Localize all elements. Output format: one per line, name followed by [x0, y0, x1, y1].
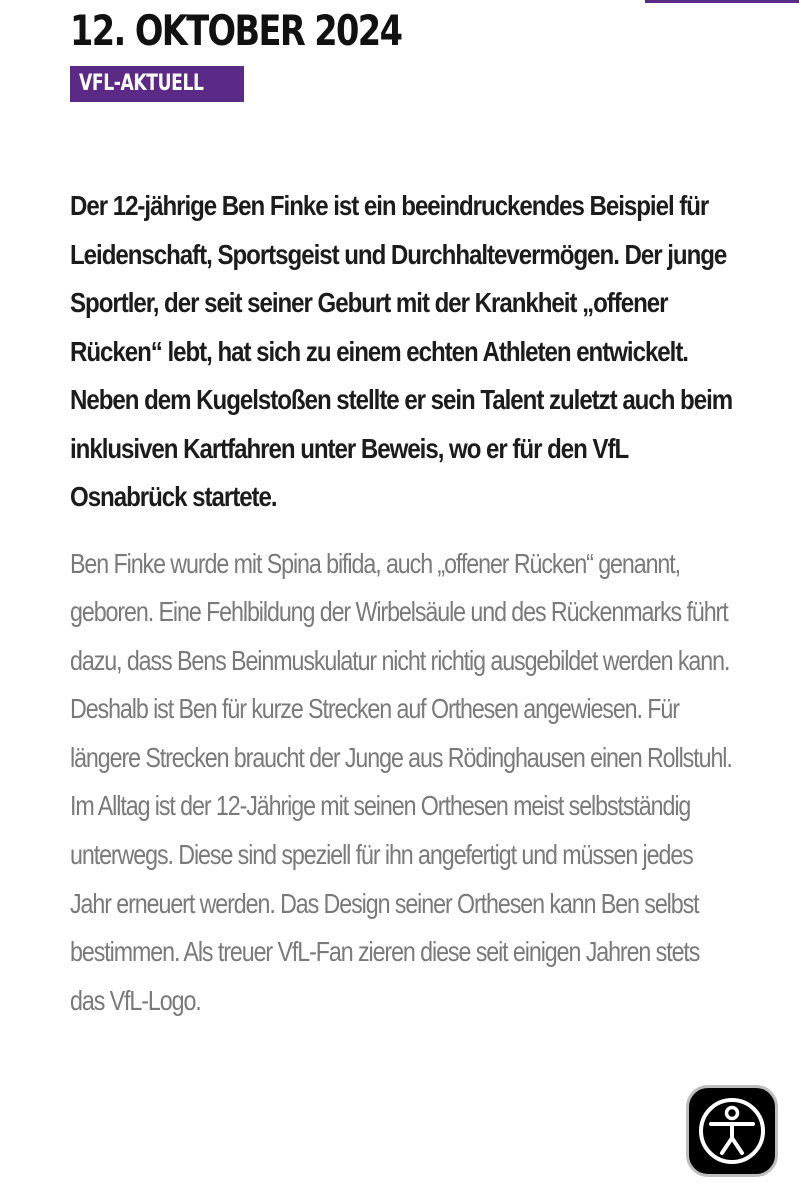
- category-tag[interactable]: [70, 66, 244, 102]
- category-label: VFL-AKTUELL: [79, 71, 204, 96]
- article: [70, 0, 740, 1025]
- article-body: Ben Finke wurde mit Spina bifida, auch „offener Rücken“ genannt, geboren. Eine Fehlbildung der Wirbelsäule und des Rückenmarks führt dazu, dass Bens Beinmuskulatur nicht richtig ausgebildet werden kann. Deshalb ist Ben für kurze Strecken auf Orthesen angewiesen. Für längere Strecken braucht der Junge aus Rödinghausen einen Rollstuhl. Im Alltag ist der 12-Jährige mit seinen Orthesen meist selbstständig unterwegs. Diese sind speziell für ihn angefertigt und müssen jedes Jahr erneuert werden. Das Design seiner Orthesen kann Ben selbst bestimmen. Als treuer VfL-Fan zieren diese seit einigen Jahren stets das VfL-Logo.: [70, 547, 732, 1016]
- accessibility-person-icon: [697, 1096, 767, 1166]
- article-lead: Der 12-jährige Ben Finke ist ein beeindruckendes Beispiel für Leidenschaft, Sportsgeist und Durchhaltevermögen. Der junge Sportler, der seit seiner Geburt mit der Krankheit „offener Rücken“ lebt, hat sich zu einem echten Athleten entwickelt. Neben dem Kugelstoßen stellte er sein Talent zuletzt auch beim inklusiven Kartfahren unter Beweis, wo er für den VfL Osnabrück startete.: [70, 190, 733, 512]
- article-date: 12. OKTOBER 2024: [70, 6, 402, 55]
- accessibility-button[interactable]: [686, 1085, 778, 1177]
